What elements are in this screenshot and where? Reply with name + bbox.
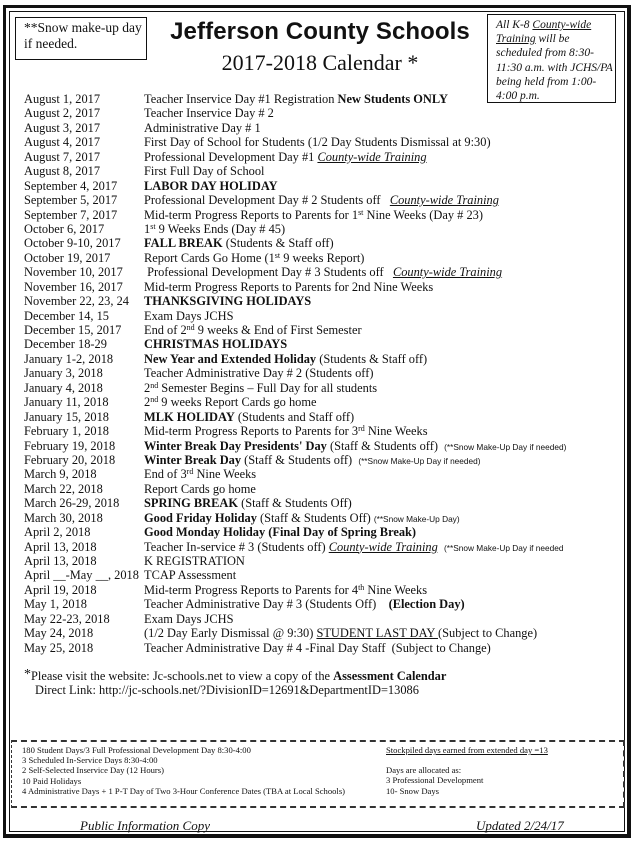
event-row	[24, 121, 614, 135]
event-date: April 13, 2018	[24, 539, 97, 554]
event-text-segment: Exam Days JCHS	[144, 308, 234, 323]
footer-updated: Updated 2/24/17	[476, 818, 564, 833]
event-text-segment: Teacher Administrative Day # 2 (Students off)	[144, 366, 374, 381]
event-date: January 4, 2018	[24, 380, 103, 395]
event-row	[24, 179, 614, 193]
event-text-segment: THANKSGIVING HOLIDAYS	[144, 294, 312, 309]
event-text-segment: (**Snow Make-Up Day)	[373, 513, 460, 524]
event-date: January 11, 2018	[24, 395, 109, 410]
event-description	[144, 424, 428, 438]
event-row	[24, 251, 614, 265]
event-row	[24, 164, 614, 178]
event-row	[24, 193, 614, 207]
event-text-segment: County-wide Training	[317, 149, 427, 164]
event-text-segment: Teacher In-service # 3 (Students off)	[144, 539, 329, 554]
event-text-segment: (**Snow Make-Up Day if needed)	[444, 441, 567, 452]
event-text-segment: (Staff & Students Off)	[237, 496, 352, 511]
event-description	[144, 626, 537, 640]
event-date: May 1, 2018	[24, 597, 87, 612]
event-date: April 19, 2018	[24, 582, 97, 597]
event-description	[144, 222, 285, 236]
event-description	[144, 193, 499, 207]
direct-link-url[interactable]: http://jc-schools.net/?DivisionID=12691&DepartmentID=13086	[99, 683, 419, 697]
event-description	[144, 121, 261, 135]
event-text-segment: LABOR DAY HOLIDAY	[144, 178, 278, 193]
page-subtitle: 2017-2018 Calendar *	[221, 50, 419, 75]
summary-day-counts	[22, 745, 345, 796]
event-text-segment: (**Snow Make-Up Day if needed	[444, 542, 564, 553]
snow-makeup-note: **Snow make-up day if needed.	[24, 20, 142, 51]
event-row	[24, 568, 614, 582]
event-text-segment: First Full Day of School	[144, 164, 265, 179]
event-text-segment: Report Cards go home	[144, 481, 256, 496]
summary-line: 180 Student Days/3 Full Professional Development Day 8:30-4:00	[22, 745, 251, 755]
event-row	[24, 337, 614, 351]
training-note-part3: will be scheduled from 8:30-11:30 a.m. with JCHS/PA being held from 1:00-4:00 p.m.	[496, 33, 613, 103]
event-row	[24, 366, 614, 380]
summary-line: 10 Paid Holidays	[22, 775, 82, 786]
event-row	[24, 583, 614, 597]
event-text-segment: SPRING BREAK	[144, 496, 238, 511]
event-text-segment: nd	[150, 395, 159, 405]
event-text-segment: 2	[144, 380, 151, 395]
event-row	[24, 222, 614, 236]
event-row	[24, 496, 614, 510]
event-row	[24, 482, 614, 496]
event-description	[144, 164, 264, 178]
event-text-segment: Teacher Inservice Day # 2	[144, 106, 274, 121]
event-date: November 22, 23, 24	[24, 294, 129, 309]
event-row	[24, 554, 614, 568]
event-text-segment: Professional Development Day # 2 Students off	[144, 193, 390, 208]
event-text-segment: Report Cards Go Home (1	[144, 250, 275, 265]
event-text-segment: (**Snow Make-Up Day if needed)	[358, 455, 481, 466]
assessment-note	[24, 667, 446, 684]
event-text-segment: 9 weeks & End of First Semester	[194, 323, 362, 337]
event-date: November 16, 2017	[24, 279, 123, 294]
event-text-segment: Professional Development Day # 3 Students off	[144, 265, 393, 280]
summary-line: 4 Administrative Days + 1 P-T Day of Two 3-Hour Conference Dates (TBA at Local Schools)	[22, 785, 346, 796]
event-row	[24, 439, 614, 453]
event-date: December 15, 2017	[24, 323, 122, 337]
allocated-item: 10- Snow Days	[386, 785, 439, 796]
event-description	[144, 352, 427, 366]
event-description	[144, 236, 334, 250]
event-date: May 25, 2018	[24, 640, 94, 655]
event-date: March 26-29, 2018	[24, 496, 120, 511]
event-description	[144, 265, 502, 279]
event-description	[144, 439, 566, 453]
event-date: November 10, 2017	[24, 265, 123, 280]
event-description	[144, 395, 317, 409]
event-text-segment: (Election Day)	[388, 597, 465, 612]
event-text-segment: Mid-term Progress Reports to Parents for 3	[144, 424, 359, 439]
event-row	[24, 280, 614, 294]
event-description	[144, 179, 278, 193]
event-text-segment: MLK HOLIDAY	[144, 409, 235, 424]
event-date: August 1, 2017	[24, 92, 101, 106]
event-text-segment: (Subject to Change)	[437, 626, 538, 641]
event-date: April 13, 2018	[24, 554, 97, 568]
event-text-segment: Teacher Administrative Day # 4 -Final Day Staff (Subject to Change)	[144, 640, 491, 655]
event-text-segment: Nine Weeks	[364, 424, 428, 439]
summary-stockpiled	[386, 745, 548, 796]
event-date: January 15, 2018	[24, 409, 109, 424]
event-description	[144, 381, 377, 395]
event-row	[24, 597, 614, 611]
event-row	[24, 525, 614, 539]
event-description	[144, 135, 491, 149]
event-date: December 18-29	[24, 337, 107, 352]
event-date: March 22, 2018	[24, 481, 103, 496]
event-date: February 19, 2018	[24, 438, 116, 453]
event-row	[24, 511, 614, 525]
event-text-segment: K REGISTRATION	[144, 554, 245, 568]
event-row	[24, 265, 614, 279]
event-text-segment: County-wide Training	[389, 193, 499, 208]
event-date: August 4, 2017	[24, 135, 101, 150]
event-text-segment: th	[358, 582, 365, 592]
event-row	[24, 106, 614, 120]
event-text-segment: 9 weeks Report)	[280, 250, 365, 265]
event-text-segment: End of 3	[144, 467, 187, 482]
event-date: October 19, 2017	[24, 250, 111, 265]
event-date: August 3, 2017	[24, 120, 101, 135]
event-text-segment: rd	[358, 424, 365, 434]
event-row	[24, 453, 614, 467]
event-description	[144, 612, 234, 626]
event-date: October 9-10, 2017	[24, 236, 121, 251]
event-description	[144, 496, 352, 510]
event-text-segment: (Students & Staff off)	[222, 236, 334, 251]
allocated-item: 3 Professional Development	[386, 775, 484, 786]
event-text-segment: End of 2	[144, 323, 187, 337]
training-note-box	[487, 14, 616, 103]
event-text-segment: 2	[144, 395, 151, 410]
event-description	[144, 583, 427, 597]
event-text-segment: Professional Development Day #1	[144, 149, 318, 164]
event-text-segment: nd	[150, 380, 159, 390]
event-description	[144, 410, 354, 424]
assessment-calendar-label: Assessment Calendar	[333, 669, 447, 683]
event-description	[144, 482, 256, 496]
event-date: August 8, 2017	[24, 164, 101, 179]
training-note-part1: All K-8	[496, 19, 533, 31]
event-text-segment: CHRISTMAS HOLIDAYS	[144, 337, 288, 352]
direct-link-line	[35, 683, 419, 698]
event-row	[24, 309, 614, 323]
event-date: April __-May __, 2018	[24, 568, 139, 583]
event-date: December 14, 15	[24, 308, 109, 323]
event-text-segment: FALL BREAK	[144, 236, 223, 251]
event-date: October 6, 2017	[24, 221, 105, 236]
event-date: February 1, 2018	[24, 424, 109, 439]
event-row	[24, 323, 614, 337]
event-text-segment: rd	[186, 467, 194, 477]
event-text-segment: County-wide Training	[328, 539, 438, 554]
event-date: January 3, 2018	[24, 366, 103, 381]
event-text-segment: (1/2 Day Early Dismissal @ 9:30)	[144, 626, 317, 641]
event-text-segment: Nine Weeks	[364, 582, 428, 597]
event-date: February 20, 2018	[24, 452, 116, 467]
event-date: May 22-23, 2018	[24, 611, 110, 626]
event-row	[24, 641, 614, 655]
event-text-segment: First Day of School for Students (1/2 Day Students Dismissal at 9:30)	[144, 135, 491, 150]
event-text-segment: Teacher Inservice Day #1 Registration	[144, 92, 338, 106]
event-text-segment: Winter Break Day Presidents' Day	[144, 438, 327, 453]
event-text-segment: New Students ONLY	[337, 92, 448, 106]
event-text-segment: Semester Begins – Full Day for all students	[158, 380, 378, 395]
event-text-segment: New Year and Extended Holiday	[144, 351, 317, 366]
event-date: May 24, 2018	[24, 626, 94, 641]
event-date: September 7, 2017	[24, 207, 118, 222]
event-text-segment: (Students and Staff off)	[234, 409, 355, 424]
event-row	[24, 467, 614, 481]
event-description	[144, 208, 483, 222]
event-row	[24, 626, 614, 640]
event-description	[144, 294, 311, 308]
event-description	[144, 641, 491, 655]
event-row	[24, 410, 614, 424]
event-text-segment: st	[358, 207, 364, 217]
event-text-segment: (Staff & Students off)	[326, 438, 445, 453]
event-row	[24, 395, 614, 409]
event-text-segment: Mid-term Progress Reports to Parents for 1	[144, 207, 359, 222]
event-description	[144, 540, 563, 554]
event-row	[24, 381, 614, 395]
event-text-segment: Nine Weeks	[193, 467, 257, 482]
event-text-segment: (Students & Staff off)	[316, 351, 428, 366]
event-date: March 30, 2018	[24, 510, 103, 525]
event-description	[144, 467, 256, 481]
event-description	[144, 554, 245, 568]
event-row	[24, 150, 614, 164]
event-row	[24, 612, 614, 626]
event-row	[24, 352, 614, 366]
event-row	[24, 92, 614, 106]
event-row	[24, 540, 614, 554]
event-date: August 7, 2017	[24, 149, 101, 164]
event-row	[24, 135, 614, 149]
event-text-segment: 9 Weeks Ends (Day # 45)	[155, 221, 286, 236]
event-text-segment: (Staff & Students Off)	[256, 510, 374, 525]
allocated-heading: Days are allocated as:	[386, 765, 462, 776]
event-text-segment: Mid-term Progress Reports to Parents for 2nd Nine Weeks	[144, 279, 434, 294]
event-text-segment: 9 weeks Report Cards go home	[158, 395, 317, 410]
event-row	[24, 294, 614, 308]
allocated-list	[386, 775, 548, 795]
event-description	[144, 511, 460, 525]
event-text-segment: nd	[186, 323, 195, 332]
assessment-note-text: Please visit the website: Jc-schools.net to view a copy of the	[31, 669, 334, 683]
direct-link-label: Direct Link:	[35, 683, 99, 697]
summary-line: 3 Scheduled In-Service Days 8:30-4:00	[22, 755, 158, 766]
stockpiled-days: Stockpiled days earned from extended day =13	[386, 745, 548, 755]
event-description	[144, 453, 481, 467]
event-description	[144, 150, 427, 164]
event-description	[144, 366, 373, 380]
event-description	[144, 568, 236, 582]
event-description	[144, 323, 362, 337]
event-row	[24, 424, 614, 438]
event-description	[144, 280, 433, 294]
event-text-segment: STUDENT LAST DAY	[316, 626, 438, 641]
event-text-segment: TCAP Assessment	[144, 568, 237, 583]
asterisk: *	[24, 667, 31, 682]
snow-makeup-note-box	[15, 17, 147, 60]
event-text-segment: Good Friday Holiday	[144, 510, 257, 525]
page-title: Jefferson County Schools	[170, 18, 470, 45]
event-text-segment: st	[274, 250, 281, 260]
event-text-segment: Nine Weeks (Day # 23)	[363, 207, 483, 222]
event-description	[144, 309, 234, 323]
event-text-segment: Teacher Administrative Day # 3 (Students Off)	[144, 597, 389, 612]
event-date: January 1-2, 2018	[24, 351, 114, 366]
event-text-segment: 1	[144, 221, 151, 236]
event-description	[144, 597, 465, 611]
event-text-segment: Good Monday Holiday (Final Day of Spring Break)	[144, 525, 417, 540]
event-date: April 2, 2018	[24, 525, 91, 540]
event-row	[24, 208, 614, 222]
footer-public-copy: Public Information Copy	[80, 818, 210, 833]
event-text-segment: st	[150, 221, 156, 231]
event-text-segment: County-wide Training	[392, 265, 503, 280]
summary-line: 2 Self-Selected Inservice Day (12 Hours)	[22, 765, 164, 776]
event-description	[144, 525, 416, 539]
event-date: March 9, 2018	[24, 467, 97, 482]
event-row	[24, 236, 614, 250]
event-text-segment: Exam Days JCHS	[144, 611, 234, 626]
training-note-underlined: County-wide Training	[496, 19, 592, 46]
event-text-segment: (Staff & Students off)	[241, 452, 359, 467]
event-description	[144, 337, 287, 351]
event-description	[144, 92, 448, 106]
event-text-segment: Administrative Day # 1	[144, 120, 261, 135]
event-description	[144, 106, 274, 120]
event-description	[144, 251, 364, 265]
event-text-segment: Winter Break Day	[144, 452, 242, 467]
event-date: August 2, 2017	[24, 106, 101, 121]
event-date: September 4, 2017	[24, 178, 118, 193]
summary-box	[11, 740, 625, 808]
event-text-segment: Mid-term Progress Reports to Parents for 4	[144, 582, 359, 597]
events-list	[24, 92, 614, 655]
event-date: September 5, 2017	[24, 193, 118, 208]
